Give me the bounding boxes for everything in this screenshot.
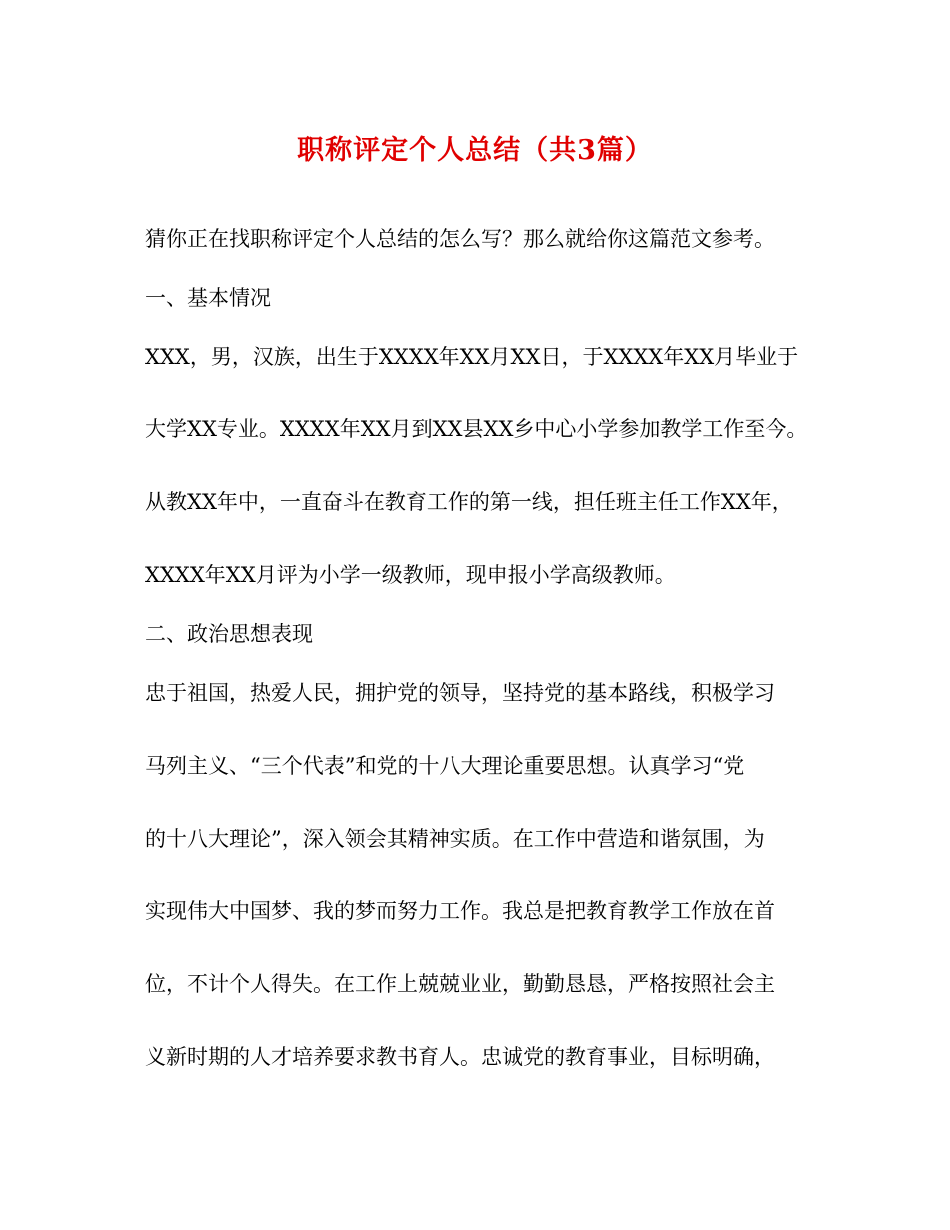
body-line: 义新时期的人才培养要求教书育人。忠诚党的教育事业，目标明确，: [145, 1045, 775, 1069]
section-heading-political: 二、政治思想表现: [145, 622, 313, 646]
section-heading-basic: 一、基本情况: [145, 286, 271, 310]
body-line: 大学XX专业。XXXX年XX月到XX县XX乡中心小学参加教学工作至今。: [145, 417, 808, 441]
body-line: XXXX年XX月评为小学一级教师，现申报小学高级教师。: [145, 563, 676, 587]
body-line: 的十八大理论”，深入领会其精神实质。在工作中营造和谐氛围，为: [145, 827, 765, 851]
body-line: 忠于祖国，热爱人民，拥护党的领导，坚持党的基本路线，积极学习: [145, 681, 775, 705]
intro-line: 猜你正在找职称评定个人总结的怎么写？那么就给你这篇范文参考。: [145, 227, 775, 251]
body-line: 实现伟大中国梦、我的梦而努力工作。我总是把教育教学工作放在首: [145, 899, 775, 923]
body-line: 位，不计个人得失。在工作上兢兢业业，勤勤恳恳，严格按照社会主: [145, 972, 775, 996]
body-line: 从教XX年中，一直奋斗在教育工作的第一线，担任班主任工作XX年，: [145, 490, 793, 514]
body-line: XXX，男，汉族，出生于XXXX年XX月XX日，于XXXX年XX月毕业于: [145, 345, 799, 369]
body-line: 马列主义、“三个代表”和党的十八大理论重要思想。认真学习“党: [145, 754, 745, 778]
document-title: 职称评定个人总结（共3篇）: [297, 135, 653, 166]
